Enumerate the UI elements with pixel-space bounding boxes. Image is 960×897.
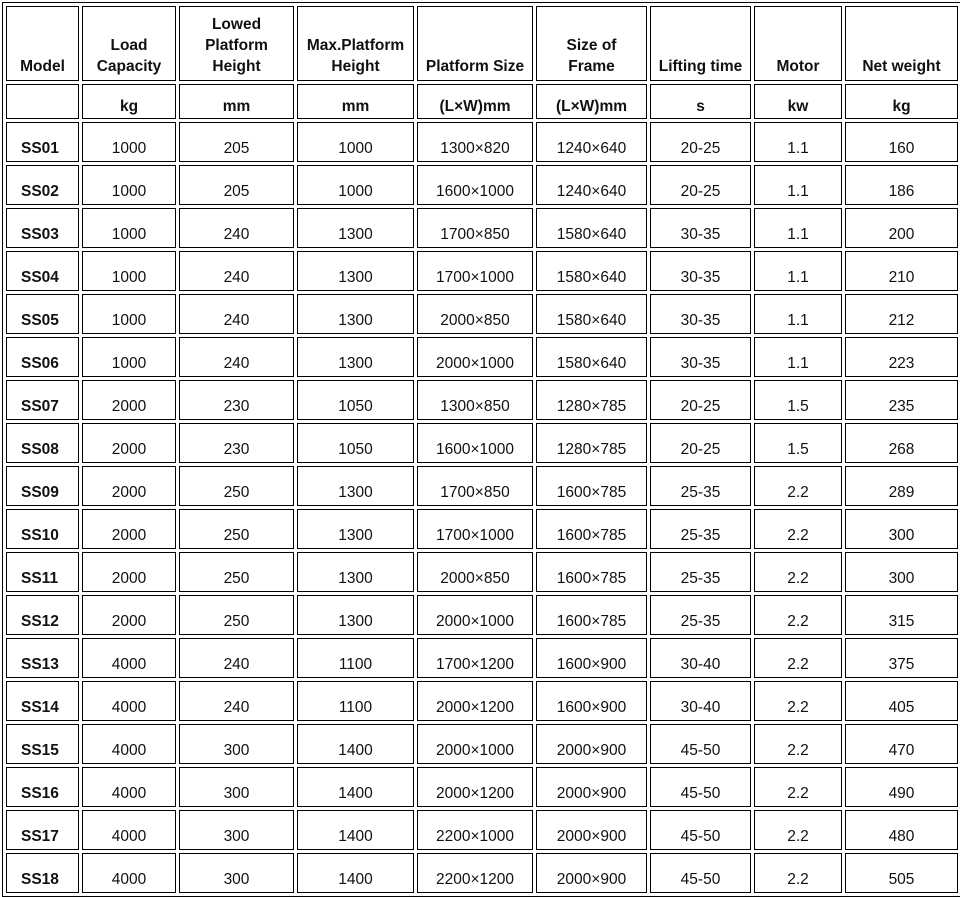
cell-motor: 1.1	[754, 208, 842, 248]
header-text: Max.Platform	[306, 37, 405, 54]
cell-net-weight: 268	[845, 423, 958, 463]
cell-load-capacity: 1000	[82, 165, 176, 205]
cell-net-weight: 235	[845, 380, 958, 420]
cell-frame-size: 1600×785	[536, 509, 647, 549]
cell-lowed-platform-height: 300	[179, 767, 294, 807]
cell-model: SS10	[6, 509, 79, 549]
cell-lowed-platform-height: 300	[179, 853, 294, 893]
unit-platform-size: (L×W)mm	[417, 84, 533, 119]
cell-platform-size: 2000×1200	[417, 681, 533, 721]
cell-load-capacity: 1000	[82, 337, 176, 377]
cell-lifting-time: 30-35	[650, 294, 751, 334]
cell-model: SS14	[6, 681, 79, 721]
cell-platform-size: 1700×1200	[417, 638, 533, 678]
cell-motor: 2.2	[754, 681, 842, 721]
header-text: Platform	[205, 37, 268, 54]
header-text: Capacity	[96, 58, 162, 75]
cell-lowed-platform-height: 300	[179, 810, 294, 850]
cell-max-platform-height: 1300	[297, 595, 414, 635]
cell-max-platform-height: 1400	[297, 810, 414, 850]
unit-lifting-time: s	[650, 84, 751, 119]
cell-max-platform-height: 1300	[297, 208, 414, 248]
cell-lifting-time: 30-35	[650, 208, 751, 248]
cell-lowed-platform-height: 240	[179, 638, 294, 678]
cell-max-platform-height: 1300	[297, 552, 414, 592]
cell-lowed-platform-height: 230	[179, 380, 294, 420]
table-row	[6, 337, 958, 377]
cell-net-weight: 490	[845, 767, 958, 807]
cell-model: SS11	[6, 552, 79, 592]
header-net-weight	[845, 6, 958, 81]
cell-lifting-time: 30-35	[650, 337, 751, 377]
cell-motor: 2.2	[754, 810, 842, 850]
cell-model: SS17	[6, 810, 79, 850]
cell-lifting-time: 20-25	[650, 122, 751, 162]
header-load-capacity	[82, 6, 176, 81]
table-row	[6, 122, 958, 162]
cell-model: SS07	[6, 380, 79, 420]
cell-frame-size: 1580×640	[536, 208, 647, 248]
header-text: Height	[331, 58, 380, 75]
cell-lifting-time: 30-40	[650, 681, 751, 721]
cell-lifting-time: 45-50	[650, 724, 751, 764]
cell-platform-size: 1300×850	[417, 380, 533, 420]
table-row	[6, 423, 958, 463]
cell-frame-size: 2000×900	[536, 724, 647, 764]
header-text: Height	[212, 58, 261, 75]
cell-max-platform-height: 1400	[297, 767, 414, 807]
cell-frame-size: 2000×900	[536, 853, 647, 893]
cell-platform-size: 2000×850	[417, 294, 533, 334]
cell-motor: 2.2	[754, 552, 842, 592]
cell-model: SS04	[6, 251, 79, 291]
header-lifting-time	[650, 6, 751, 81]
cell-motor: 2.2	[754, 853, 842, 893]
cell-net-weight: 289	[845, 466, 958, 506]
cell-lowed-platform-height: 205	[179, 122, 294, 162]
cell-lowed-platform-height: 250	[179, 466, 294, 506]
cell-frame-size: 1580×640	[536, 294, 647, 334]
cell-load-capacity: 4000	[82, 681, 176, 721]
cell-max-platform-height: 1300	[297, 251, 414, 291]
cell-net-weight: 300	[845, 552, 958, 592]
header-text: Platform Size	[425, 58, 525, 75]
cell-platform-size: 1700×850	[417, 466, 533, 506]
cell-load-capacity: 4000	[82, 724, 176, 764]
cell-max-platform-height: 1300	[297, 294, 414, 334]
cell-net-weight: 480	[845, 810, 958, 850]
table-row	[6, 208, 958, 248]
cell-load-capacity: 2000	[82, 552, 176, 592]
header-lowed-platform-height	[179, 6, 294, 81]
table-row	[6, 165, 958, 205]
spec-table	[2, 2, 960, 897]
cell-lowed-platform-height: 300	[179, 724, 294, 764]
cell-platform-size: 1300×820	[417, 122, 533, 162]
cell-model: SS06	[6, 337, 79, 377]
table-row	[6, 294, 958, 334]
table-row	[6, 466, 958, 506]
cell-max-platform-height: 1100	[297, 638, 414, 678]
unit-model	[6, 84, 79, 119]
cell-model: SS12	[6, 595, 79, 635]
cell-max-platform-height: 1300	[297, 466, 414, 506]
cell-max-platform-height: 1100	[297, 681, 414, 721]
cell-lowed-platform-height: 240	[179, 208, 294, 248]
header-text: Size of	[566, 37, 617, 54]
cell-lowed-platform-height: 240	[179, 337, 294, 377]
cell-lifting-time: 20-25	[650, 423, 751, 463]
unit-motor: kw	[754, 84, 842, 119]
cell-frame-size: 1280×785	[536, 380, 647, 420]
cell-max-platform-height: 1050	[297, 380, 414, 420]
cell-net-weight: 505	[845, 853, 958, 893]
cell-net-weight: 160	[845, 122, 958, 162]
unit-load-capacity: kg	[82, 84, 176, 119]
cell-load-capacity: 1000	[82, 208, 176, 248]
cell-lifting-time: 20-25	[650, 165, 751, 205]
cell-model: SS13	[6, 638, 79, 678]
unit-frame-size: (L×W)mm	[536, 84, 647, 119]
cell-lowed-platform-height: 230	[179, 423, 294, 463]
table-row	[6, 810, 958, 850]
cell-net-weight: 405	[845, 681, 958, 721]
cell-frame-size: 1580×640	[536, 337, 647, 377]
cell-model: SS02	[6, 165, 79, 205]
header-text: Load	[110, 37, 148, 54]
cell-lowed-platform-height: 250	[179, 552, 294, 592]
cell-frame-size: 1240×640	[536, 122, 647, 162]
cell-model: SS08	[6, 423, 79, 463]
table-row	[6, 853, 958, 893]
header-text: Motor	[776, 58, 820, 75]
cell-load-capacity: 4000	[82, 853, 176, 893]
cell-net-weight: 212	[845, 294, 958, 334]
cell-net-weight: 223	[845, 337, 958, 377]
cell-motor: 1.5	[754, 423, 842, 463]
cell-platform-size: 2200×1200	[417, 853, 533, 893]
cell-net-weight: 186	[845, 165, 958, 205]
cell-platform-size: 1600×1000	[417, 423, 533, 463]
cell-max-platform-height: 1050	[297, 423, 414, 463]
cell-platform-size: 2200×1000	[417, 810, 533, 850]
cell-load-capacity: 1000	[82, 251, 176, 291]
cell-motor: 1.1	[754, 122, 842, 162]
table-row	[6, 251, 958, 291]
header-row	[6, 6, 958, 81]
table-row	[6, 767, 958, 807]
table-row	[6, 552, 958, 592]
cell-motor: 2.2	[754, 767, 842, 807]
cell-frame-size: 2000×900	[536, 810, 647, 850]
cell-motor: 1.5	[754, 380, 842, 420]
cell-frame-size: 1240×640	[536, 165, 647, 205]
header-text: Frame	[568, 58, 615, 75]
table-row	[6, 380, 958, 420]
cell-model: SS16	[6, 767, 79, 807]
cell-max-platform-height: 1400	[297, 724, 414, 764]
cell-motor: 2.2	[754, 509, 842, 549]
cell-lowed-platform-height: 240	[179, 251, 294, 291]
cell-motor: 2.2	[754, 466, 842, 506]
header-model	[6, 6, 79, 81]
cell-platform-size: 1700×1000	[417, 509, 533, 549]
cell-net-weight: 200	[845, 208, 958, 248]
cell-platform-size: 1700×850	[417, 208, 533, 248]
cell-load-capacity: 4000	[82, 638, 176, 678]
cell-net-weight: 470	[845, 724, 958, 764]
cell-lifting-time: 45-50	[650, 853, 751, 893]
cell-load-capacity: 2000	[82, 509, 176, 549]
cell-platform-size: 1700×1000	[417, 251, 533, 291]
header-max-platform-height	[297, 6, 414, 81]
cell-frame-size: 1600×900	[536, 681, 647, 721]
cell-max-platform-height: 1000	[297, 122, 414, 162]
cell-frame-size: 1280×785	[536, 423, 647, 463]
table-row	[6, 638, 958, 678]
header-frame-size	[536, 6, 647, 81]
cell-lifting-time: 25-35	[650, 552, 751, 592]
cell-platform-size: 2000×1000	[417, 724, 533, 764]
cell-lifting-time: 30-40	[650, 638, 751, 678]
cell-model: SS03	[6, 208, 79, 248]
header-text: Model	[20, 58, 65, 75]
cell-max-platform-height: 1300	[297, 509, 414, 549]
units-row	[6, 84, 958, 119]
cell-load-capacity: 2000	[82, 423, 176, 463]
header-platform-size	[417, 6, 533, 81]
cell-load-capacity: 2000	[82, 466, 176, 506]
cell-model: SS05	[6, 294, 79, 334]
cell-platform-size: 1600×1000	[417, 165, 533, 205]
cell-frame-size: 1600×785	[536, 466, 647, 506]
cell-lowed-platform-height: 240	[179, 681, 294, 721]
cell-net-weight: 315	[845, 595, 958, 635]
cell-max-platform-height: 1000	[297, 165, 414, 205]
table-row	[6, 681, 958, 721]
table-row	[6, 724, 958, 764]
header-text: Lifting time	[658, 58, 743, 75]
header-text: Net weight	[862, 58, 941, 75]
cell-model: SS01	[6, 122, 79, 162]
table-row	[6, 595, 958, 635]
cell-load-capacity: 2000	[82, 380, 176, 420]
cell-lowed-platform-height: 205	[179, 165, 294, 205]
cell-net-weight: 300	[845, 509, 958, 549]
cell-lifting-time: 25-35	[650, 466, 751, 506]
cell-model: SS15	[6, 724, 79, 764]
cell-frame-size: 1600×785	[536, 595, 647, 635]
cell-platform-size: 2000×1200	[417, 767, 533, 807]
cell-platform-size: 2000×1000	[417, 595, 533, 635]
cell-motor: 2.2	[754, 724, 842, 764]
cell-frame-size: 2000×900	[536, 767, 647, 807]
cell-load-capacity: 4000	[82, 810, 176, 850]
header-motor	[754, 6, 842, 81]
cell-frame-size: 1600×900	[536, 638, 647, 678]
header-text: Lowed	[211, 16, 262, 33]
cell-net-weight: 375	[845, 638, 958, 678]
cell-lifting-time: 45-50	[650, 767, 751, 807]
unit-lowed-platform-height: mm	[179, 84, 294, 119]
cell-motor: 2.2	[754, 638, 842, 678]
cell-lifting-time: 25-35	[650, 509, 751, 549]
cell-model: SS18	[6, 853, 79, 893]
cell-motor: 1.1	[754, 294, 842, 334]
cell-lowed-platform-height: 250	[179, 509, 294, 549]
cell-lifting-time: 25-35	[650, 595, 751, 635]
cell-frame-size: 1580×640	[536, 251, 647, 291]
cell-net-weight: 210	[845, 251, 958, 291]
cell-frame-size: 1600×785	[536, 552, 647, 592]
cell-lowed-platform-height: 240	[179, 294, 294, 334]
cell-lifting-time: 20-25	[650, 380, 751, 420]
cell-motor: 1.1	[754, 165, 842, 205]
cell-platform-size: 2000×1000	[417, 337, 533, 377]
cell-max-platform-height: 1400	[297, 853, 414, 893]
cell-load-capacity: 2000	[82, 595, 176, 635]
cell-motor: 2.2	[754, 595, 842, 635]
cell-lifting-time: 30-35	[650, 251, 751, 291]
cell-max-platform-height: 1300	[297, 337, 414, 377]
unit-net-weight: kg	[845, 84, 958, 119]
cell-motor: 1.1	[754, 251, 842, 291]
cell-model: SS09	[6, 466, 79, 506]
cell-lifting-time: 45-50	[650, 810, 751, 850]
cell-platform-size: 2000×850	[417, 552, 533, 592]
table-row	[6, 509, 958, 549]
cell-load-capacity: 4000	[82, 767, 176, 807]
cell-motor: 1.1	[754, 337, 842, 377]
cell-load-capacity: 1000	[82, 294, 176, 334]
unit-max-platform-height: mm	[297, 84, 414, 119]
cell-lowed-platform-height: 250	[179, 595, 294, 635]
cell-load-capacity: 1000	[82, 122, 176, 162]
